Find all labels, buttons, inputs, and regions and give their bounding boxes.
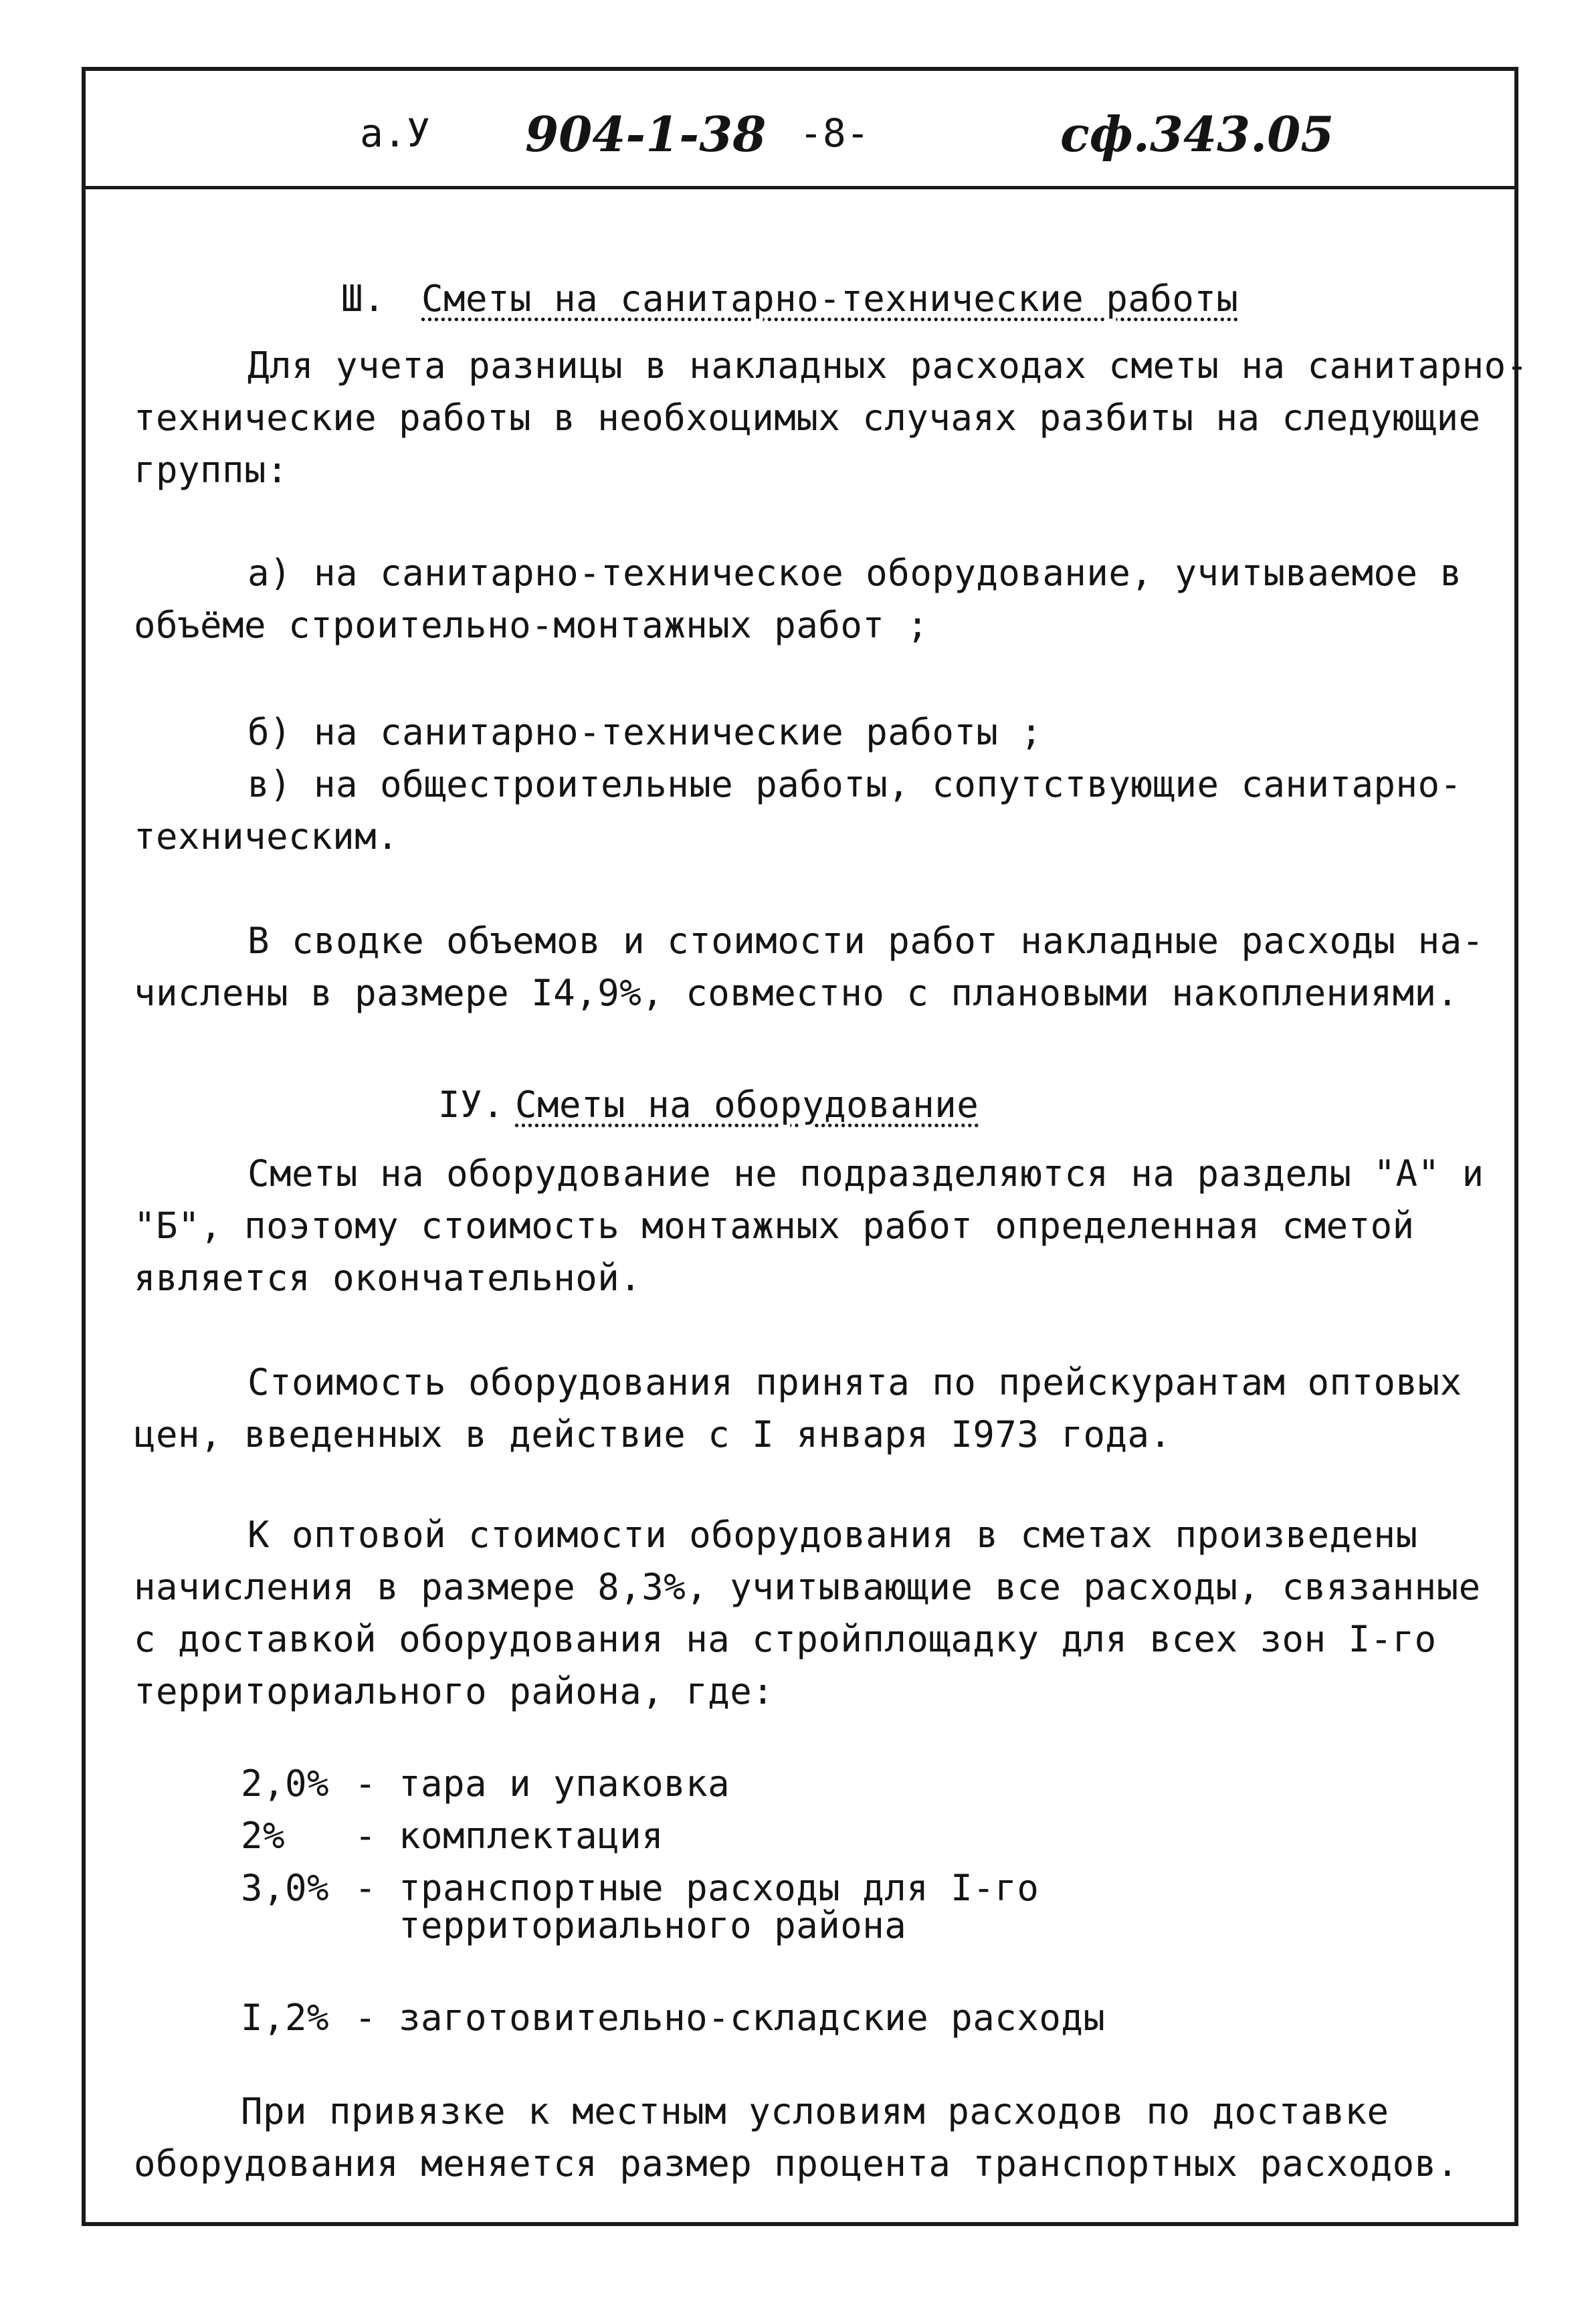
section4-para1: Сметы на оборудование не подразделяются на разделы "А" и <box>247 1152 1484 1195</box>
list-text: территориального района <box>355 1904 907 1946</box>
section4-para3: территориального района, где: <box>134 1670 775 1712</box>
list-percent: 3,0% <box>241 1867 330 1909</box>
section4-para1: "Б", поэтому стоимость монтажных работ определенная сметой <box>134 1205 1415 1247</box>
closing-line: оборудования меняется размер процента транспортных расходов. <box>134 2142 1459 2185</box>
section3-item-a: объёме строительно-монтажных работ ; <box>134 604 929 646</box>
sheet-code: сф.343.05 <box>1060 106 1334 163</box>
section3-summary: числены в размере I4,9%, совместно с плановыми накоплениями. <box>134 972 1459 1014</box>
section3-number: Ш. <box>341 278 386 320</box>
section3-item-v: в) на общестроительные работы, сопутствующие санитарно- <box>247 763 1462 805</box>
section3-intro-line: технические работы в необхоцимых случаях разбиты на следующие <box>134 397 1481 439</box>
section3-intro-line: группы: <box>134 449 289 491</box>
section4-para2: Стоимость оборудования принята по прейскурантам оптовых <box>247 1361 1462 1403</box>
closing-line: При привязке к местным условиям расходов по доставке <box>241 2090 1389 2132</box>
section3-item-a: а) на санитарно-техническое оборудование, учитываемое в <box>247 552 1462 594</box>
list-text: - тара и упаковка <box>355 1763 730 1805</box>
section4-para3: с доставкой оборудования на стройплощадку для всех зон I-го <box>134 1618 1437 1660</box>
list-percent: I,2% <box>241 1997 330 2039</box>
page-number: -8- <box>799 110 870 156</box>
list-percent: 2,0% <box>241 1763 330 1805</box>
section4-para3: начисления в размере 8,3%, учитывающие все расходы, связанные <box>134 1566 1481 1608</box>
section3-item-b: б) на санитарно-технические работы ; <box>247 711 1043 753</box>
list-percent: 2% <box>241 1815 286 1857</box>
project-number: 904-1-38 <box>525 106 767 163</box>
section3-summary: В сводке объемов и стоимости работ накладные расходы на- <box>247 920 1484 962</box>
section3-intro-line: Для учета разницы в накладных расходах сметы на санитарно- <box>247 344 1528 387</box>
header-prefix: а.У <box>360 110 430 156</box>
section4-para1: является окончательной. <box>134 1257 642 1299</box>
section3-item-v: техническим. <box>134 815 399 858</box>
section3-title: Сметы на санитарно-технические работы <box>421 278 1239 320</box>
section4-para2: цен, введенных в действие с I января I973 года. <box>134 1413 1172 1456</box>
list-text: - транспортные расходы для I-го <box>355 1867 1039 1909</box>
section4-number: IУ. <box>438 1084 505 1126</box>
section4-para3: К оптовой стоимости оборудования в сметах произведены <box>247 1514 1418 1556</box>
section4-title: Сметы на оборудование <box>515 1084 979 1126</box>
header-divider <box>82 186 1518 189</box>
list-text: - заготовительно-складские расходы <box>355 1997 1106 2039</box>
list-text: - комплектация <box>355 1815 664 1857</box>
